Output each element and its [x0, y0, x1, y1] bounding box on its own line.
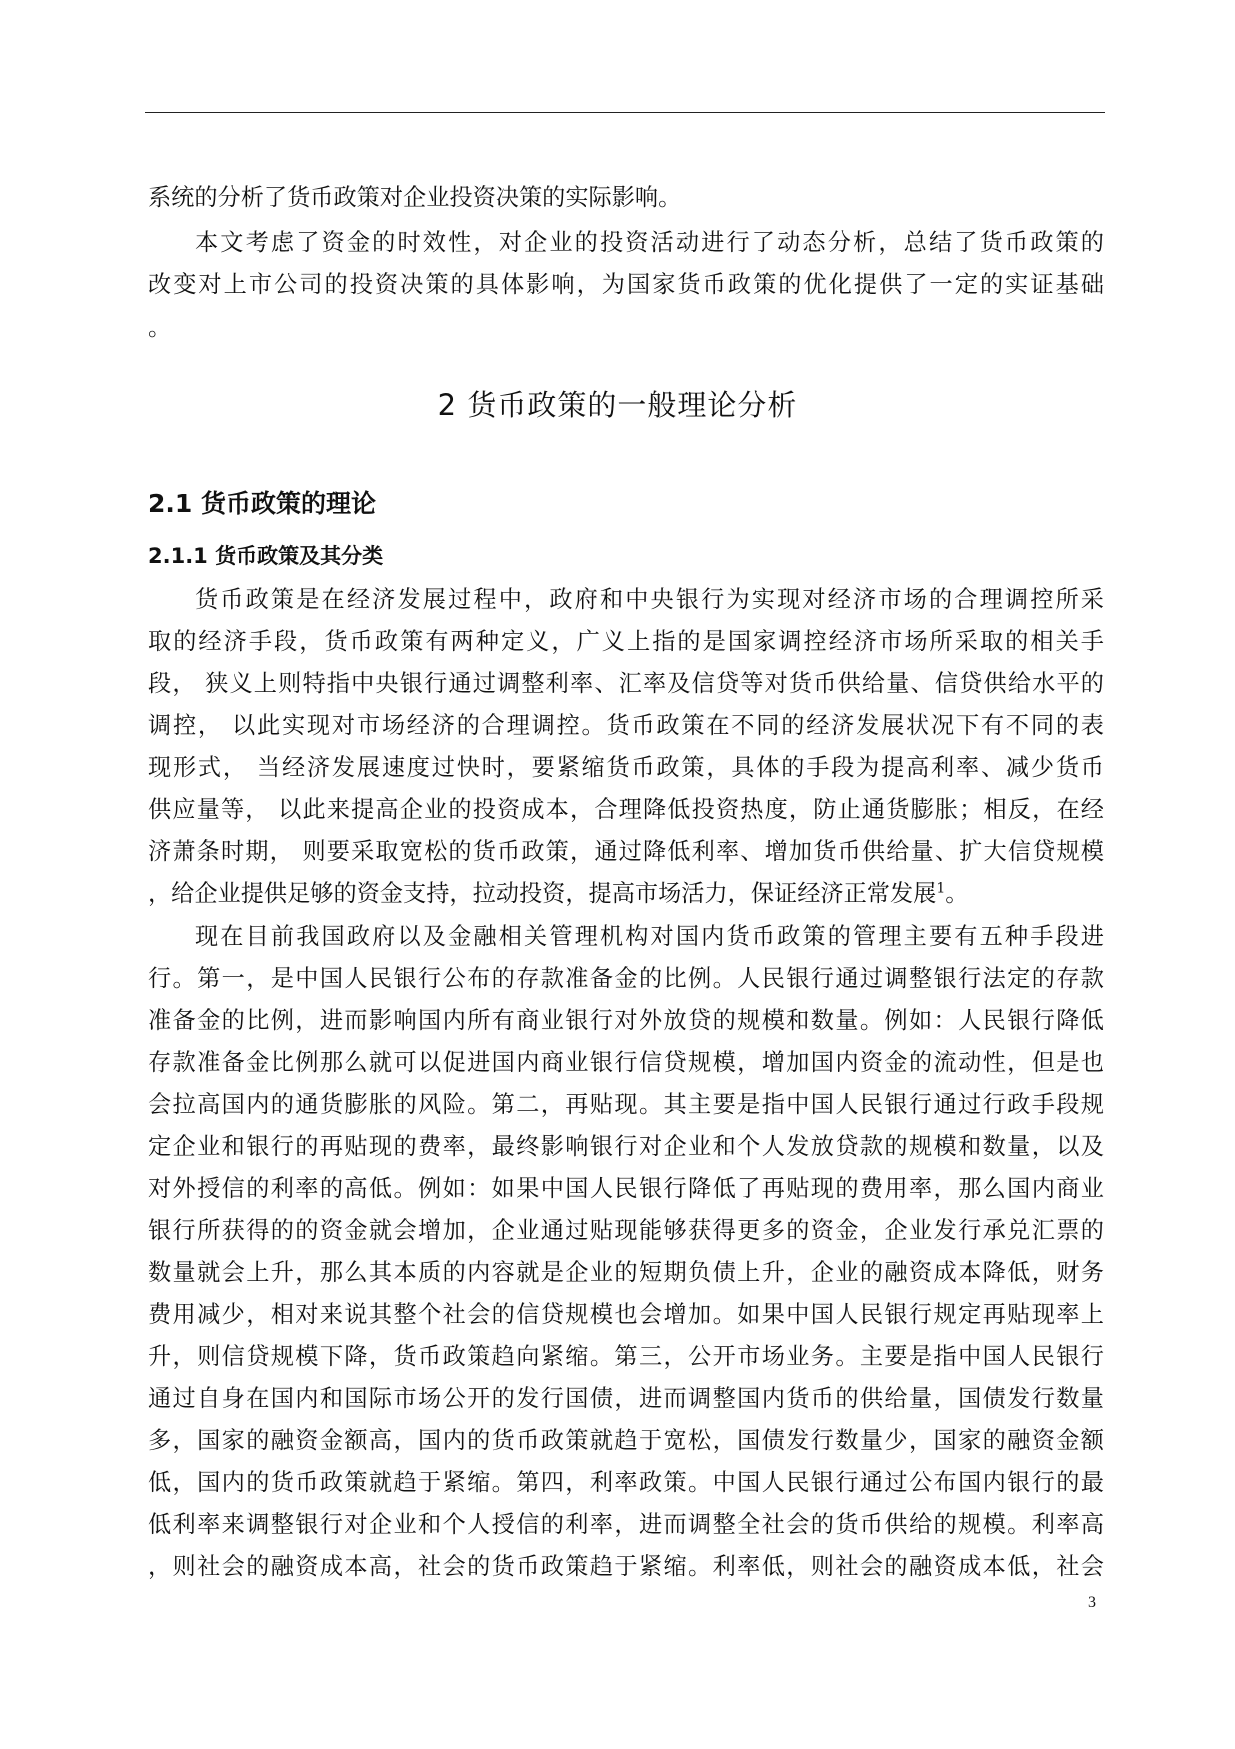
paragraph2-line-5: 会拉高国内的通货膨胀的风险。第二，再贴现。其主要是指中国人民银行通过行政手段规 [148, 1091, 1104, 1118]
paragraph2-line-15: 低利率来调整银行对企业和个人授信的利率，进而调整全社会的货币供给的规模。利率高 [148, 1511, 1104, 1538]
paragraph2-line-11: 升，则信贷规模下降，货币政策趋向紧缩。第三，公开市场业务。主要是指中国人民银行 [148, 1343, 1104, 1370]
paragraph2-line-2: 行。第一，是中国人民银行公布的存款准备金的比例。人民银行通过调整银行法定的存款 [148, 965, 1104, 992]
page-number: 3 [1088, 1594, 1096, 1611]
header-rule [145, 112, 1105, 113]
paragraph1-line-7: 济萧条时期， 则要采取宽松的货币政策，通过降低利率、增加货币供给量、扩大信贷规模 [148, 838, 1104, 865]
intro-line-4: 。 [148, 314, 172, 341]
intro-line-1: 系统的分析了货币政策对企业投资决策的实际影响。 [148, 184, 682, 211]
footnote-marker: 1 [936, 880, 946, 897]
paragraph2-line-1: 现在目前我国政府以及金融相关管理机构对国内货币政策的管理主要有五种手段进 [195, 923, 1104, 950]
intro-line-2: 本文考虑了资金的时效性，对企业的投资活动进行了动态分析，总结了货币政策的 [195, 229, 1104, 256]
paragraph2-line-6: 定企业和银行的再贴现的费率，最终影响银行对企业和个人发放贷款的规模和数量，以及 [148, 1133, 1104, 1160]
paragraph2-line-14: 低，国内的货币政策就趋于紧缩。第四，利率政策。中国人民银行通过公布国内银行的最 [148, 1469, 1104, 1496]
paragraph1-line-8-text: ，给企业提供足够的资金支持，拉动投资，提高市场活力，保证经济正常发展 [148, 880, 937, 907]
paragraph2-line-13: 多，国家的融资金额高，国内的货币政策就趋于宽松，国债发行数量少，国家的融资金额 [148, 1427, 1104, 1454]
paragraph2-line-10: 费用减少，相对来说其整个社会的信贷规模也会增加。如果中国人民银行规定再贴现率上 [148, 1301, 1104, 1328]
paragraph2-line-16: ，则社会的融资成本高，社会的货币政策趋于紧缩。利率低，则社会的融资成本低，社会 [148, 1553, 1104, 1580]
paragraph2-line-7: 对外授信的利率的高低。例如：如果中国人民银行降低了再贴现的费用率，那么国内商业 [148, 1175, 1104, 1202]
subsection-title: 2.1.1 货币政策及其分类 [148, 544, 384, 568]
paragraph1-line-4: 调控， 以此实现对市场经济的合理调控。货币政策在不同的经济发展状况下有不同的表 [148, 712, 1104, 739]
paragraph1-line-5: 现形式， 当经济发展速度过快时，要紧缩货币政策，具体的手段为提高利率、减少货币 [148, 754, 1104, 781]
paragraph2-line-8: 银行所获得的的资金就会增加，企业通过贴现能够获得更多的资金，企业发行承兑汇票的 [148, 1217, 1104, 1244]
paragraph1-line-3: 段， 狭义上则特指中央银行通过调整利率、汇率及信贷等对货币供给量、信贷供给水平的 [148, 670, 1104, 697]
intro-line-3: 改变对上市公司的投资决策的具体影响，为国家货币政策的优化提供了一定的实证基础 [148, 271, 1104, 298]
paragraph2-line-4: 存款准备金比例那么就可以促进国内商业银行信贷规模，增加国内资金的流动性，但是也 [148, 1049, 1104, 1076]
footnote-end: 。 [945, 880, 969, 907]
section-title: 2.1 货币政策的理论 [148, 489, 376, 518]
paragraph2-line-12: 通过自身在国内和国际市场公开的发行国债，进而调整国内货币的供给量，国债发行数量 [148, 1385, 1104, 1412]
paragraph1-line-6: 供应量等， 以此来提高企业的投资成本，合理降低投资热度，防止通货膨胀；相反，在经 [148, 796, 1104, 823]
paragraph1-line-1: 货币政策是在经济发展过程中，政府和中央银行为实现对经济市场的合理调控所采 [195, 586, 1104, 613]
paragraph1-line-2: 取的经济手段，货币政策有两种定义，广义上指的是国家调控经济市场所采取的相关手 [148, 628, 1104, 655]
chapter-title: 2 货币政策的一般理论分析 [437, 388, 798, 422]
paragraph2-line-9: 数量就会上升，那么其本质的内容就是企业的短期负债上升，企业的融资成本降低，财务 [148, 1259, 1104, 1286]
paragraph2-line-3: 准备金的比例，进而影响国内所有商业银行对外放贷的规模和数量。例如：人民银行降低 [148, 1007, 1104, 1034]
paragraph1-line-8 [148, 879, 1104, 909]
